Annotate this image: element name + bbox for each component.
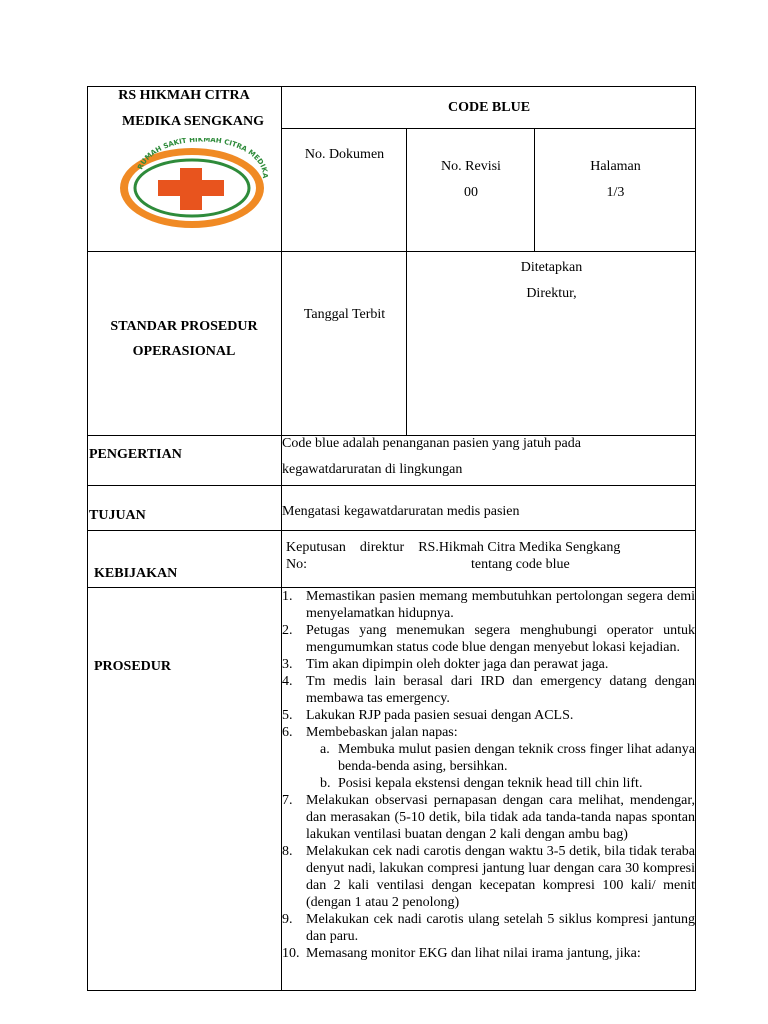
pengertian-text-line2: kegawatdaruratan di lingkungan	[282, 462, 463, 477]
prosedur-step: 8. Melakukan cek nadi carotis dengan waktu 3-5 detik, bila tidak teraba denyut nadi, lakukan compresi jantung luar dengan cara 30 kompresi dan 2 kali ventilasi dengan kecepatan kompresi 100 kali/ menit (dengan 1 atau 2 penolong)	[282, 844, 695, 910]
doc-title: CODE BLUE	[447, 100, 531, 115]
sop-title-line2: OPERASIONAL	[132, 344, 236, 359]
prosedur-substep: b. Posisi kepala ekstensi dengan teknik head till chin lift.	[320, 776, 643, 791]
tanggal-terbit-label: Tanggal Terbit	[303, 307, 386, 322]
tujuan-text: Mengatasi kegawatdaruratan medis pasien	[282, 504, 520, 519]
hospital-name-line1: RS HIKMAH CITRA	[118, 88, 250, 103]
prosedur-step: 7. Melakukan observasi pernapasan dengan cara melihat, mendengar, dan merasakan (5-10 detik, bila tidak ada tanda-tanda napas spontan lakukan ventilasi buatan dengan 2 kali dengan ambu bag)	[282, 793, 695, 842]
hospital-name-line2: MEDIKA SENGKANG	[122, 114, 264, 129]
no-revisi-value: 00	[464, 185, 478, 200]
prosedur-list	[282, 588, 695, 962]
prosedur-label: PROSEDUR	[94, 659, 172, 674]
prosedur-step: 2. Petugas yang menemukan segera menghubungi operator untuk mengumumkan status code blue dengan menyebut lokasi kejadian.	[282, 623, 695, 655]
tujuan-label: TUJUAN	[89, 508, 146, 523]
no-dokumen-label: No. Dokumen	[304, 147, 385, 162]
kebijakan-text-line1: Keputusan direktur RS.Hikmah Citra Medika Sengkang	[286, 540, 621, 555]
sop-title-line1: STANDAR PROSEDUR	[110, 319, 258, 334]
prosedur-step: 1. Memastikan pasien memang membutuhkan pertolongan segera demi menyelamatkan hidupnya.	[282, 589, 695, 621]
prosedur-step: 3. Tim akan dipimpin oleh dokter jaga dan perawat jaga.	[282, 657, 609, 672]
logo-arc-text: RUMAH SAKIT HIKMAH CITRA MEDIKA	[136, 138, 269, 179]
direktur-label: Direktur,	[526, 286, 577, 301]
prosedur-substep: a. Membuka mulut pasien dengan teknik cross finger lihat adanya benda-benda asing, bersihkan.	[320, 742, 695, 774]
halaman-value: 1/3	[606, 185, 625, 200]
halaman-label: Halaman	[590, 159, 641, 174]
prosedur-step: 10. Memasang monitor EKG dan lihat nilai irama jantung, jika:	[282, 946, 641, 961]
pengertian-label: PENGERTIAN	[89, 447, 182, 462]
kebijakan-label: KEBIJAKAN	[94, 566, 178, 581]
kebijakan-tentang: tentang code blue	[471, 557, 570, 572]
prosedur-substeps	[306, 741, 695, 792]
prosedur-step: 9. Melakukan cek nadi carotis ulang setelah 5 siklus kompresi jantung dan paru.	[282, 912, 695, 944]
hospital-logo	[114, 138, 274, 230]
prosedur-step: 4. Tm medis lain berasal dari IRD dan emergency datang dengan membawa tas emergency.	[282, 674, 695, 706]
prosedur-step: 6. Membebaskan jalan napas: a. Membuka mulut pasien dengan teknik cross finger lihat adanya benda-benda asing, bersihkan. b. Posisi kepala ekstensi dengan teknik head till chin lift.	[282, 725, 695, 791]
kebijakan-no: No:	[286, 557, 307, 572]
prosedur-step: 5. Lakukan RJP pada pasien sesuai dengan ACLS.	[282, 708, 574, 723]
no-revisi-label: No. Revisi	[441, 159, 501, 174]
ditetapkan-label: Ditetapkan	[520, 260, 583, 275]
pengertian-text-line1: Code blue adalah penanganan pasien yang jatuh pada	[282, 436, 581, 451]
